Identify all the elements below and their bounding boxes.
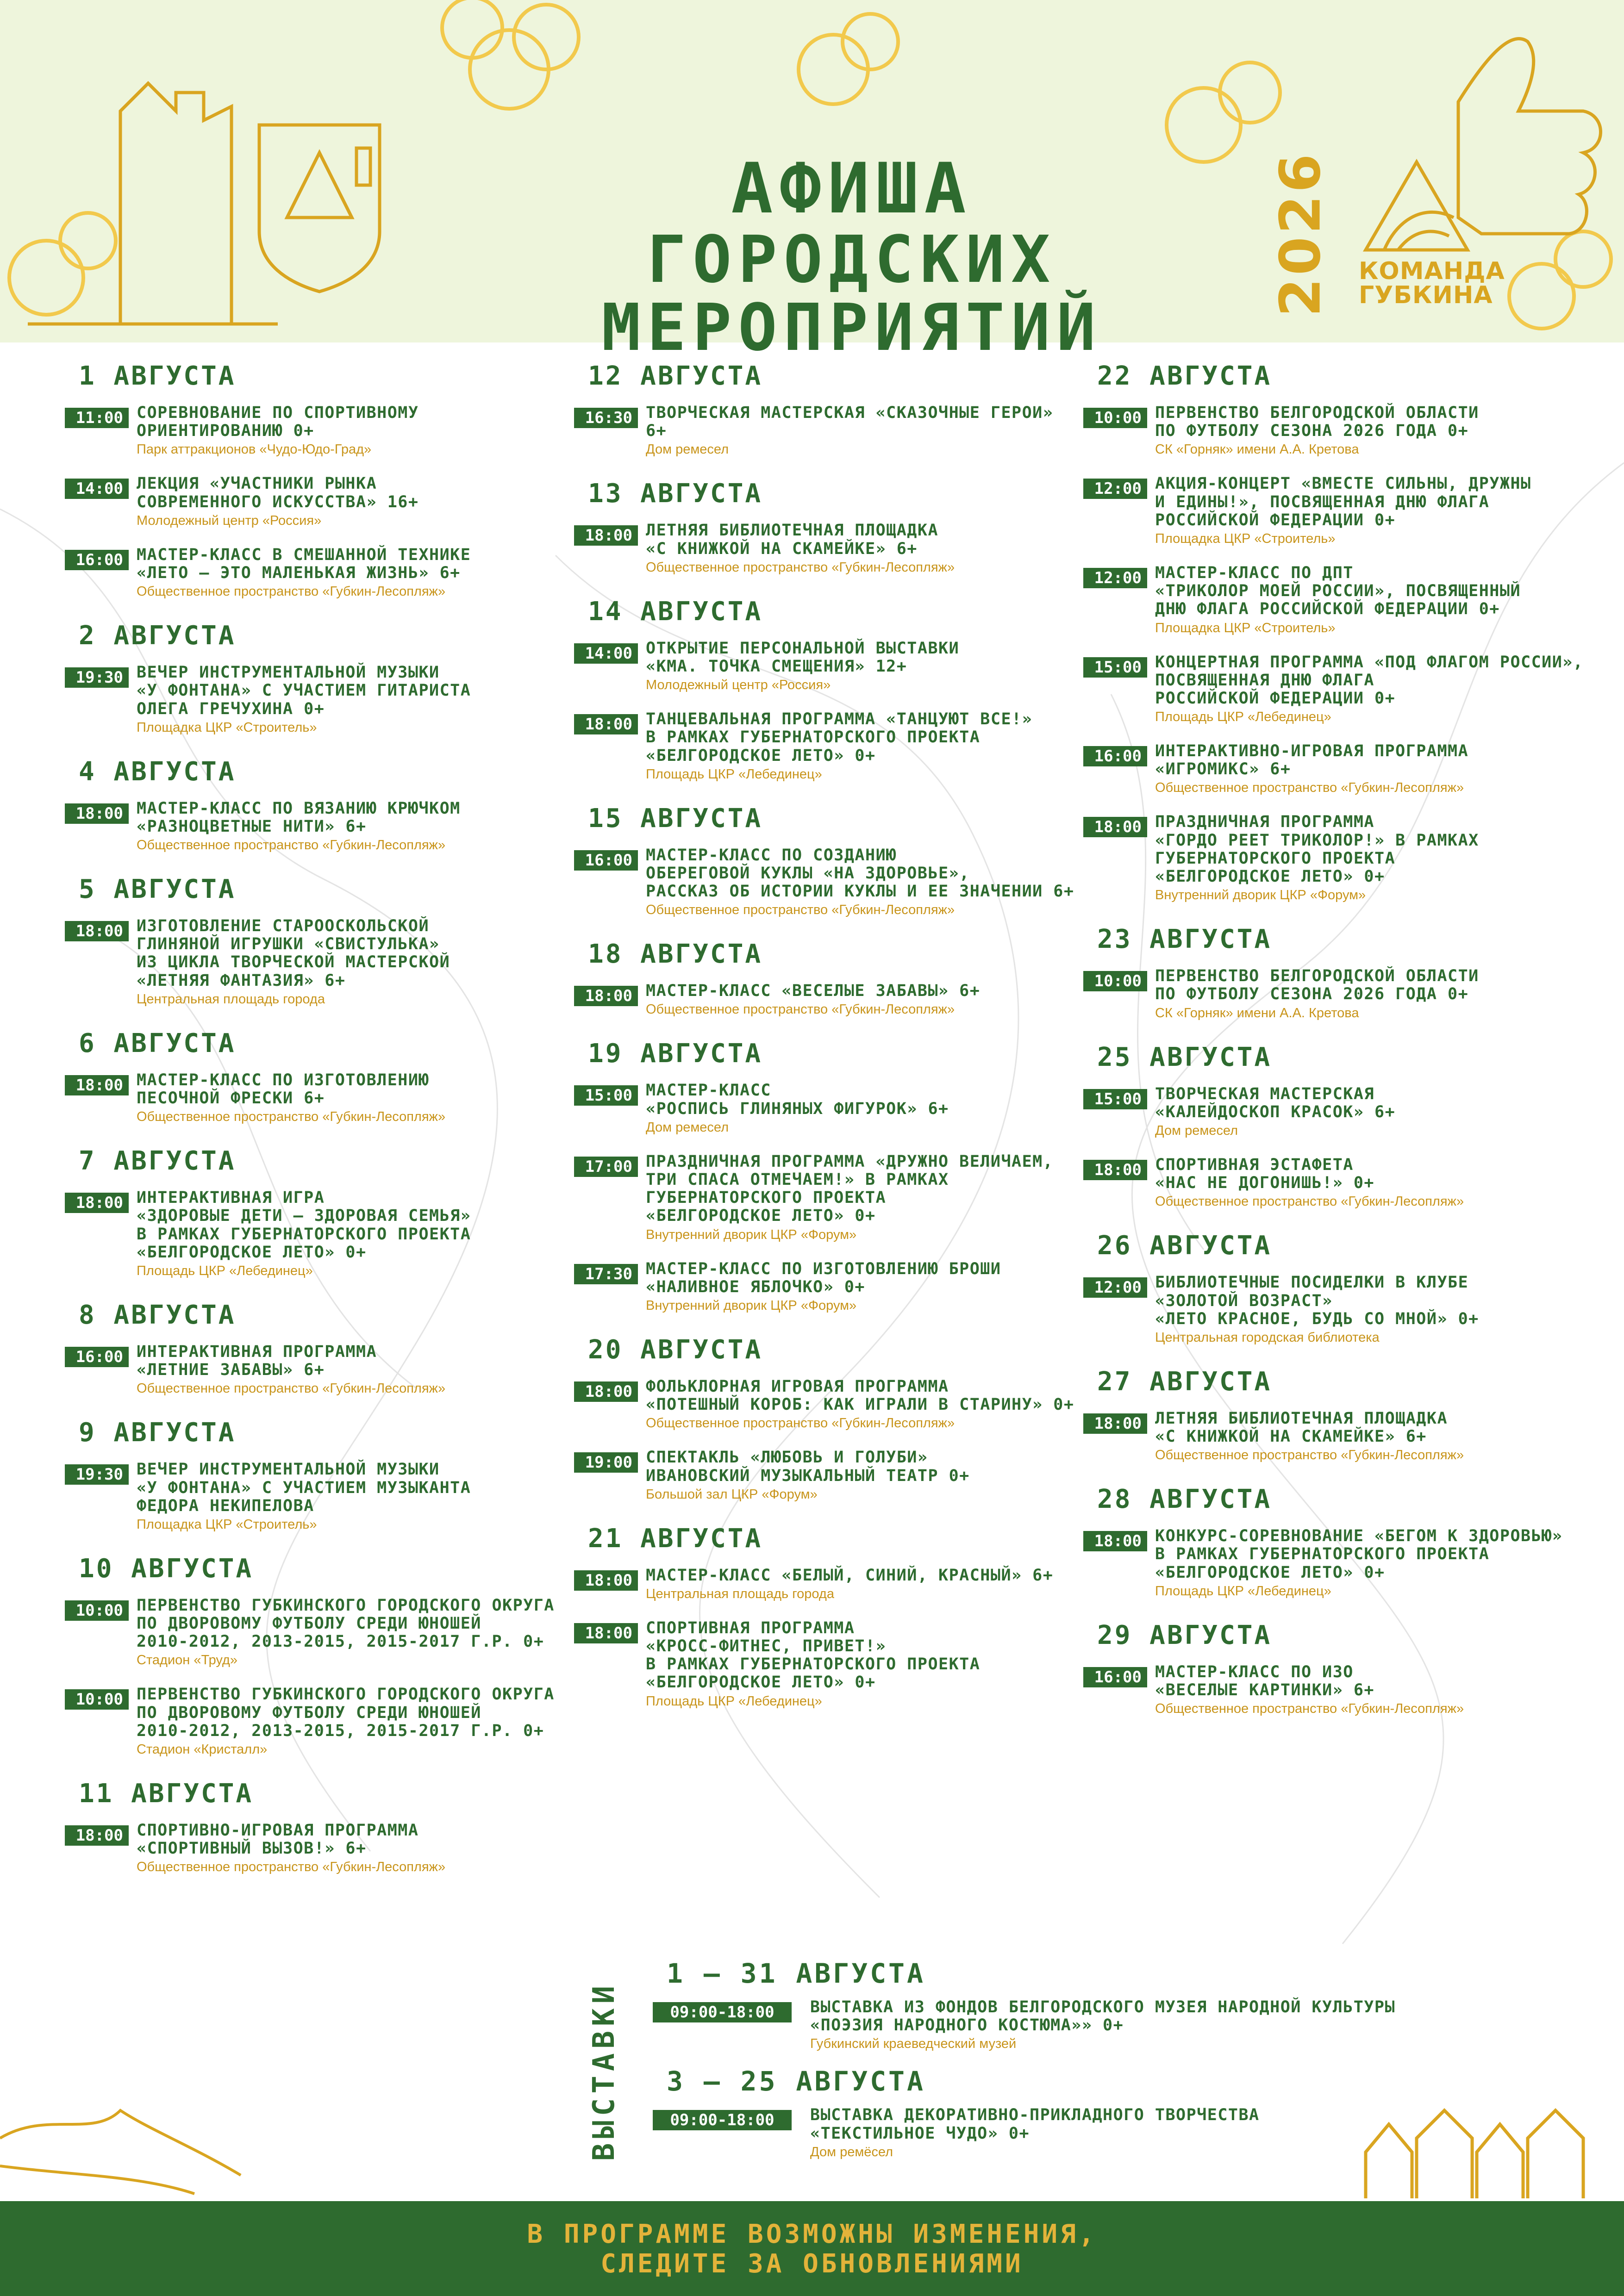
- event-time-badge: 18:00: [1083, 817, 1147, 837]
- event-place: Площадка ЦКР «Строитель»: [1155, 531, 1336, 546]
- event-time-badge: 10:00: [65, 1600, 129, 1621]
- event-item: [1083, 475, 1593, 547]
- day-date: 25 АВГУСТА: [1097, 1042, 1272, 1072]
- event-item: [65, 800, 574, 853]
- event-time-badge: 12:00: [1083, 1277, 1147, 1298]
- day-date: 27 АВГУСТА: [1097, 1366, 1272, 1397]
- event-item: [65, 1343, 574, 1396]
- event-time-badge: 11:00: [65, 408, 129, 428]
- exhibition-title: ВЫСТАВКА ДЕКОРАТИВНО-ПРИКЛАДНОГО ТВОРЧЕСТВА «ТЕКСТИЛЬНОЕ ЧУДО» 0+: [810, 2106, 1260, 2143]
- event-time-badge: 18:00: [574, 1381, 638, 1402]
- event-place: Общественное пространство «Губкин-Лесопляж»: [1155, 1448, 1464, 1463]
- event-time-badge: 15:00: [1083, 657, 1147, 678]
- day-date: 22 АВГУСТА: [1097, 361, 1272, 391]
- event-title: ОТКРЫТИЕ ПЕРСОНАЛЬНОЙ ВЫСТАВКИ «КМА. ТОЧКА СМЕЩЕНИЯ» 12+: [646, 639, 960, 676]
- event-time-badge: 18:00: [574, 525, 638, 546]
- day-date: 15 АВГУСТА: [588, 803, 763, 834]
- day-block: [574, 803, 1083, 918]
- event-title: МАСТЕР-КЛАСС ПО ВЯЗАНИЮ КРЮЧКОМ «РАЗНОЦВЕТНЫЕ НИТИ» 6+: [137, 799, 461, 836]
- event-place: Площадь ЦКР «Лебединец»: [1155, 709, 1331, 725]
- event-item: [574, 1567, 1083, 1602]
- event-item: [574, 1378, 1083, 1431]
- event-title: СПОРТИВНАЯ ПРОГРАММА «КРОСС-ФИТНЕС, ПРИВЕТ!» В РАМКАХ ГУБЕРНАТОРСКОГО ПРОЕКТА «БЕЛГОРОДСКОЕ ЛЕТО» 0+: [646, 1618, 981, 1692]
- exhibition-item: [653, 2106, 1579, 2159]
- event-title: СПОРТИВНО-ИГРОВАЯ ПРОГРАММА «СПОРТИВНЫЙ ВЫЗОВ!» 6+: [137, 1821, 419, 1858]
- event-place: Внутренний дворик ЦКР «Форум»: [646, 1298, 857, 1313]
- day-block: [65, 1554, 574, 1757]
- event-time-badge: 15:00: [574, 1085, 638, 1106]
- event-item: [1083, 404, 1593, 457]
- event-title: ТАНЦЕВАЛЬНАЯ ПРОГРАММА «ТАНЦУЮТ ВСЕ!» В РАМКАХ ГУБЕРНАТОРСКОГО ПРОЕКТА «БЕЛГОРОДСКОЕ ЛЕТО» 0+: [646, 710, 1033, 765]
- day-block: [574, 597, 1083, 782]
- day-block: [1083, 1042, 1593, 1210]
- event-title: МАСТЕР-КЛАСС «РОСПИСЬ ГЛИНЯНЫХ ФИГУРОК» 6+: [646, 1081, 949, 1118]
- event-place: Большой зал ЦКР «Форум»: [646, 1487, 818, 1502]
- event-time-badge: 16:00: [65, 1347, 129, 1367]
- event-time-badge: 16:00: [1083, 1667, 1147, 1687]
- event-item: [1083, 967, 1593, 1020]
- footer-line-2: СЛЕДИТЕ ЗА ОБНОВЛЕНИЯМИ: [600, 2249, 1024, 2279]
- event-place: Общественное пространство «Губкин-Лесопляж»: [646, 1416, 955, 1431]
- event-title: СОРЕВНОВАНИЕ ПО СПОРТИВНОМУ ОРИЕНТИРОВАНИЮ 0+: [137, 404, 419, 441]
- day-date: 14 АВГУСТА: [588, 596, 763, 627]
- exhibition-place: Дом ремёсел: [810, 2144, 893, 2159]
- event-time-badge: 16:00: [65, 550, 129, 570]
- event-title: ПЕРВЕНСТВО БЕЛГОРОДСКОЙ ОБЛАСТИ ПО ФУТБОЛУ СЕЗОНА 2026 ГОДА 0+: [1155, 404, 1479, 441]
- day-date: 7 АВГУСТА: [79, 1146, 236, 1176]
- day-block: [65, 1146, 574, 1279]
- title-line-2: ГОРОДСКИХ МЕРОПРИЯТИЙ: [601, 222, 1102, 366]
- event-title: ПЕРВЕНСТВО ГУБКИНСКОГО ГОРОДСКОГО ОКРУГА ПО ДВОРОВОМУ ФУТБОЛУ СРЕДИ ЮНОШЕЙ 2010-2012, 2013-2015, 2015-2017 Г.Р. 0+: [137, 1596, 555, 1651]
- day-block: [574, 939, 1083, 1017]
- event-title: ЛЕКЦИЯ «УЧАСТНИКИ РЫНКА СОВРЕМЕННОГО ИСКУССТВА» 16+: [137, 474, 419, 511]
- day-date: 23 АВГУСТА: [1097, 924, 1272, 955]
- event-time-badge: 12:00: [1083, 568, 1147, 588]
- event-title: ТВОРЧЕСКАЯ МАСТЕРСКАЯ «КАЛЕЙДОСКОП КРАСОК» 6+: [1155, 1084, 1396, 1121]
- event-place: Общественное пространство «Губкин-Лесопляж»: [1155, 780, 1464, 796]
- team-line-2: ГУБКИНА: [1359, 281, 1493, 309]
- event-title: ТВОРЧЕСКАЯ МАСТЕРСКАЯ «СКАЗОЧНЫЕ ГЕРОИ» 6+: [646, 404, 1054, 441]
- event-item: [1083, 653, 1593, 725]
- day-date: 21 АВГУСТА: [588, 1523, 763, 1554]
- day-block: [65, 757, 574, 853]
- event-time-badge: 18:00: [65, 803, 129, 824]
- day-date: 20 АВГУСТА: [588, 1334, 763, 1365]
- schedule-column-3: [1083, 361, 1593, 1738]
- event-title: ПРАЗДНИЧНАЯ ПРОГРАММА «ГОРДО РЕЕТ ТРИКОЛОР!» В РАМКАХ ГУБЕРНАТОРСКОГО ПРОЕКТА «БЕЛГОРОДСКОЕ ЛЕТО» 0+: [1155, 813, 1479, 886]
- footer-line-1: В ПРОГРАММЕ ВОЗМОЖНЫ ИЗМЕНЕНИЯ,: [527, 2219, 1097, 2249]
- event-place: Центральная городская библиотека: [1155, 1330, 1380, 1345]
- schedule-column-1: [65, 361, 574, 1896]
- event-place: Дом ремесел: [646, 442, 729, 457]
- event-time-badge: 17:00: [574, 1157, 638, 1177]
- event-item: [1083, 813, 1593, 903]
- event-item: [65, 1597, 574, 1668]
- event-place: Общественное пространство «Губкин-Лесопляж»: [137, 1381, 446, 1396]
- event-time-badge: 19:30: [65, 1464, 129, 1485]
- event-item: [65, 1071, 574, 1125]
- event-place: Общественное пространство «Губкин-Лесопляж»: [646, 902, 955, 918]
- event-title: БИБЛИОТЕЧНЫЕ ПОСИДЕЛКИ В КЛУБЕ «ЗОЛОТОЙ ВОЗРАСТ» «ЛЕТО КРАСНОЕ, БУДЬ СО МНОЙ» 0+: [1155, 1273, 1479, 1328]
- event-item: [65, 664, 574, 735]
- event-place: Площадь ЦКР «Лебединец»: [137, 1263, 313, 1278]
- day-date: 2 АВГУСТА: [79, 621, 236, 651]
- day-date: 1 АВГУСТА: [79, 361, 236, 391]
- day-date: 28 АВГУСТА: [1097, 1484, 1272, 1515]
- event-item: [574, 982, 1083, 1017]
- event-time-badge: 18:00: [1083, 1413, 1147, 1434]
- event-item: [574, 1153, 1083, 1243]
- exhibitions-label-box: [579, 1958, 630, 2184]
- event-item: [574, 1082, 1083, 1135]
- event-time-badge: 14:00: [574, 643, 638, 664]
- event-item: [65, 1822, 574, 1875]
- event-place: Стадион «Кристалл»: [137, 1742, 268, 1757]
- event-time-badge: 18:00: [574, 986, 638, 1006]
- event-title: МАСТЕР-КЛАСС ПО ИЗО «ВЕСЕЛЫЕ КАРТИНКИ» 6+: [1155, 1662, 1375, 1699]
- event-item: [65, 1686, 574, 1757]
- event-title: ВЕЧЕР ИНСТРУМЕНТАЛЬНОЙ МУЗЫКИ «У ФОНТАНА» С УЧАСТИЕМ ГИТАРИСТА ОЛЕГА ГРЕЧУХИНА 0+: [137, 663, 471, 718]
- day-block: [574, 361, 1083, 457]
- event-item: [65, 475, 574, 528]
- event-item: [1083, 742, 1593, 796]
- event-title: МАСТЕР-КЛАСС ПО ИЗГОТОВЛЕНИЮ ПЕСОЧНОЙ ФРЕСКИ 6+: [137, 1070, 430, 1108]
- event-place: Общественное пространство «Губкин-Лесопляж»: [137, 1109, 446, 1125]
- event-item: [1083, 1410, 1593, 1463]
- event-place: Площадка ЦКР «Строитель»: [137, 1517, 317, 1532]
- event-title: ПЕРВЕНСТВО ГУБКИНСКОГО ГОРОДСКОГО ОКРУГА ПО ДВОРОВОМУ ФУТБОЛУ СРЕДИ ЮНОШЕЙ 2010-2012, 2013-2015, 2015-2017 Г.Р. 0+: [137, 1685, 555, 1740]
- day-block: [65, 874, 574, 1007]
- day-date: 19 АВГУСТА: [588, 1039, 763, 1069]
- event-title: ПРАЗДНИЧНАЯ ПРОГРАММА «ДРУЖНО ВЕЛИЧАЕМ, ТРИ СПАСА ОТМЕЧАЕМ!» В РАМКАХ ГУБЕРНАТОРСКОГО ПРОЕКТА «БЕЛГОРОДСКОЕ ЛЕТО» 0+: [646, 1152, 1054, 1226]
- event-title: МАСТЕР-КЛАСС ПО ИЗГОТОВЛЕНИЮ БРОШИ «НАЛИВНОЕ ЯБЛОЧКО» 0+: [646, 1259, 1001, 1296]
- day-block: [1083, 924, 1593, 1020]
- year-badge: [1268, 151, 1333, 317]
- day-block: [65, 361, 574, 599]
- exhibition-dates: 1 – 31 АВГУСТА: [667, 1958, 925, 1989]
- event-item: [574, 1619, 1083, 1709]
- event-time-badge: 18:00: [1083, 1531, 1147, 1551]
- event-item: [1083, 1156, 1593, 1209]
- team-line-1: КОМАНДА: [1359, 257, 1505, 285]
- day-date: 10 АВГУСТА: [79, 1553, 254, 1584]
- day-date: 26 АВГУСТА: [1097, 1231, 1272, 1261]
- event-title: ЛЕТНЯЯ БИБЛИОТЕЧНАЯ ПЛОЩАДКА «С КНИЖКОЙ НА СКАМЕЙКЕ» 6+: [1155, 1409, 1448, 1446]
- day-block: [65, 1028, 574, 1125]
- event-place: Внутренний дворик ЦКР «Форум»: [646, 1227, 857, 1242]
- exhibition-time-badge: 09:00-18:00: [653, 2110, 792, 2130]
- event-place: Общественное пространство «Губкин-Лесопляж»: [137, 584, 446, 599]
- day-block: [574, 479, 1083, 575]
- event-time-badge: 16:00: [574, 850, 638, 871]
- event-place: Общественное пространство «Губкин-Лесопляж»: [1155, 1194, 1464, 1209]
- exhibition-dates: 3 – 25 АВГУСТА: [667, 2066, 925, 2097]
- event-item: [574, 404, 1083, 457]
- event-time-badge: 17:30: [574, 1264, 638, 1284]
- event-title: МАСТЕР-КЛАСС «БЕЛЫЙ, СИНИЙ, КРАСНЫЙ» 6+: [646, 1566, 1054, 1585]
- exhibitions-list: [653, 1958, 1579, 2174]
- day-block: [1083, 1484, 1593, 1599]
- event-time-badge: 16:00: [1083, 746, 1147, 766]
- event-time-badge: 15:00: [1083, 1089, 1147, 1109]
- event-item: [65, 917, 574, 1007]
- event-item: [65, 404, 574, 457]
- day-date: 12 АВГУСТА: [588, 361, 763, 391]
- event-time-badge: 18:00: [65, 1825, 129, 1846]
- event-place: Общественное пространство «Губкин-Лесопляж»: [646, 560, 955, 575]
- day-block: [1083, 1231, 1593, 1345]
- event-item: [1083, 564, 1593, 636]
- event-item: [65, 1189, 574, 1279]
- page-title: [394, 149, 1310, 366]
- day-block: [574, 1335, 1083, 1502]
- event-title: СПЕКТАКЛЬ «ЛЮБОВЬ И ГОЛУБИ» ИВАНОВСКИЙ МУЗЫКАЛЬНЫЙ ТЕАТР 0+: [646, 1448, 970, 1485]
- event-time-badge: 19:00: [574, 1452, 638, 1473]
- day-block: [65, 1418, 574, 1532]
- event-title: СПОРТИВНАЯ ЭСТАФЕТА «НАС НЕ ДОГОНИШЬ!» 0+: [1155, 1155, 1375, 1193]
- team-logo-text: [1359, 257, 1505, 309]
- day-block: [1083, 1620, 1593, 1717]
- event-place: Центральная площадь города: [137, 991, 325, 1007]
- title-line-1: АФИША: [731, 149, 973, 229]
- event-place: СК «Горняк» имени А.А. Кретова: [1155, 1005, 1359, 1020]
- event-place: Стадион «Труд»: [137, 1653, 237, 1668]
- event-item: [574, 710, 1083, 782]
- event-time-badge: 14:00: [65, 479, 129, 499]
- event-item: [65, 546, 574, 599]
- day-block: [1083, 1367, 1593, 1463]
- day-block: [574, 1524, 1083, 1709]
- exhibition-place: Губкинский краеведческий музей: [810, 2036, 1017, 2052]
- event-time-badge: 18:00: [574, 1570, 638, 1591]
- event-time-badge: 12:00: [1083, 479, 1147, 499]
- event-place: Общественное пространство «Губкин-Лесопляж»: [137, 838, 446, 853]
- exhibition-title: ВЫСТАВКА ИЗ ФОНДОВ БЕЛГОРОДСКОГО МУЗЕЯ НАРОДНОЙ КУЛЬТУРЫ «ПОЭЗИЯ НАРОДНОГО КОСТЮМА»» 0+: [810, 1998, 1396, 2035]
- event-place: Площадка ЦКР «Строитель»: [137, 720, 317, 735]
- day-date: 5 АВГУСТА: [79, 874, 236, 905]
- event-title: ЛЕТНЯЯ БИБЛИОТЕЧНАЯ ПЛОЩАДКА «С КНИЖКОЙ НА СКАМЕЙКЕ» 6+: [646, 521, 939, 558]
- exhibition-time-badge: 09:00-18:00: [653, 2002, 792, 2022]
- event-time-badge: 18:00: [65, 1075, 129, 1095]
- event-place: Молодежный центр «Россия»: [646, 678, 831, 693]
- event-title: ИНТЕРАКТИВНАЯ ИГРА «ЗДОРОВЫЕ ДЕТИ – ЗДОРОВАЯ СЕМЬЯ» В РАМКАХ ГУБЕРНАТОРСКОГО ПРОЕКТА «БЕЛГОРОДСКОЕ ЛЕТО» 0+: [137, 1188, 471, 1262]
- event-time-badge: 19:30: [65, 667, 129, 688]
- event-time-badge: 18:00: [574, 714, 638, 734]
- event-item: [1083, 1274, 1593, 1345]
- event-place: Внутренний дворик ЦКР «Форум»: [1155, 888, 1366, 903]
- event-place: Общественное пространство «Губкин-Лесопляж»: [646, 1002, 955, 1017]
- day-date: 8 АВГУСТА: [79, 1300, 236, 1330]
- event-title: КОНКУРС-СОРЕВНОВАНИЕ «БЕГОМ К ЗДОРОВЬЮ» В РАМКАХ ГУБЕРНАТОРСКОГО ПРОЕКТА «БЕЛГОРОДСКОЕ ЛЕТО» 0+: [1155, 1527, 1563, 1582]
- event-time-badge: 18:00: [65, 921, 129, 941]
- event-item: [574, 640, 1083, 693]
- event-place: Центральная площадь города: [646, 1586, 834, 1601]
- event-time-badge: 18:00: [1083, 1160, 1147, 1180]
- event-place: Общественное пространство «Губкин-Лесопляж»: [137, 1860, 446, 1875]
- day-date: 9 АВГУСТА: [79, 1418, 236, 1448]
- day-block: [574, 1039, 1083, 1313]
- event-time-badge: 10:00: [1083, 971, 1147, 991]
- event-title: КОНЦЕРТНАЯ ПРОГРАММА «ПОД ФЛАГОМ РОССИИ», ПОСВЯЩЕННАЯ ДНЮ ФЛАГА РОССИЙСКОЙ ФЕДЕРАЦИИ 0+: [1155, 653, 1584, 708]
- event-title: МАСТЕР-КЛАСС «ВЕСЕЛЫЕ ЗАБАВЫ» 6+: [646, 982, 981, 1001]
- event-title: МАСТЕР-КЛАСС В СМЕШАННОЙ ТЕХНИКЕ «ЛЕТО – ЭТО МАЛЕНЬКАЯ ЖИЗНЬ» 6+: [137, 545, 471, 582]
- event-item: [1083, 1527, 1593, 1599]
- day-block: [65, 621, 574, 735]
- event-place: СК «Горняк» имени А.А. Кретова: [1155, 442, 1359, 457]
- event-time-badge: 18:00: [65, 1193, 129, 1213]
- event-title: ПЕРВЕНСТВО БЕЛГОРОДСКОЙ ОБЛАСТИ ПО ФУТБОЛУ СЕЗОНА 2026 ГОДА 0+: [1155, 967, 1479, 1004]
- event-item: [1083, 1085, 1593, 1139]
- event-place: Дом ремесел: [646, 1120, 729, 1135]
- event-item: [1083, 1663, 1593, 1717]
- event-time-badge: 16:30: [574, 408, 638, 428]
- day-date: 11 АВГУСТА: [79, 1779, 254, 1809]
- event-place: Молодежный центр «Россия»: [137, 513, 322, 528]
- footer-banner: [0, 2201, 1624, 2296]
- day-date: 13 АВГУСТА: [588, 479, 763, 509]
- day-block: [65, 1779, 574, 1875]
- event-item: [65, 1461, 574, 1532]
- year-text: 2026: [1268, 151, 1333, 317]
- exhibitions-label: ВЫСТАВКИ: [587, 1981, 621, 2161]
- event-title: ВЕЧЕР ИНСТРУМЕНТАЛЬНОЙ МУЗЫКИ «У ФОНТАНА» С УЧАСТИЕМ МУЗЫКАНТА ФЕДОРА НЕКИПЕЛОВА: [137, 1460, 471, 1515]
- exhibitions-section: [579, 1958, 1574, 2184]
- event-title: ИНТЕРАКТИВНАЯ ПРОГРАММА «ЛЕТНИЕ ЗАБАВЫ» 6+: [137, 1342, 377, 1380]
- day-date: 18 АВГУСТА: [588, 939, 763, 970]
- event-time-badge: 10:00: [65, 1689, 129, 1710]
- event-title: МАСТЕР-КЛАСС ПО ДПТ «ТРИКОЛОР МОЕЙ РОССИИ», ПОСВЯЩЕННЫЙ ДНЮ ФЛАГА РОССИЙСКОЙ ФЕДЕРАЦИИ 0+: [1155, 563, 1521, 619]
- event-item: [574, 522, 1083, 575]
- day-date: 29 АВГУСТА: [1097, 1620, 1272, 1650]
- event-title: ИНТЕРАКТИВНО-ИГРОВАЯ ПРОГРАММА «ИГРОМИКС» 6+: [1155, 742, 1469, 779]
- event-title: МАСТЕР-КЛАСС ПО СОЗДАНИЮ ОБЕРЕГОВОЙ КУКЛЫ «НА ЗДОРОВЬЕ», РАССКАЗ ОБ ИСТОРИИ КУКЛЫ И ЕЕ ЗНАЧЕНИИ 6+: [646, 846, 1074, 901]
- day-block: [65, 1300, 574, 1396]
- event-place: Парк аттракционов «Чудо-Юдо-Град»: [137, 442, 372, 457]
- event-title: ИЗГОТОВЛЕНИЕ СТАРООСКОЛЬСКОЙ ГЛИНЯНОЙ ИГРУШКИ «СВИСТУЛЬКА» ИЗ ЦИКЛА ТВОРЧЕСКОЙ МАСТЕРСКОЙ «ЛЕТНЯЯ ФАНТАЗИЯ» 6+: [137, 917, 450, 990]
- event-place: Площадь ЦКР «Лебединец»: [646, 1693, 822, 1709]
- day-date: 4 АВГУСТА: [79, 756, 236, 787]
- day-date: 6 АВГУСТА: [79, 1028, 236, 1058]
- exhibition-item: [653, 1998, 1579, 2052]
- event-place: Площадь ЦКР «Лебединец»: [646, 766, 822, 782]
- event-item: [574, 846, 1083, 918]
- event-title: ФОЛЬКЛОРНАЯ ИГРОВАЯ ПРОГРАММА «ПОТЕШНЫЙ КОРОБ: КАК ИГРАЛИ В СТАРИНУ» 0+: [646, 1377, 1074, 1414]
- event-time-badge: 18:00: [574, 1623, 638, 1643]
- event-place: Общественное пространство «Губкин-Лесопляж»: [1155, 1701, 1464, 1717]
- event-item: [574, 1260, 1083, 1313]
- event-place: Дом ремесел: [1155, 1123, 1238, 1138]
- day-block: [1083, 361, 1593, 903]
- event-title: АКЦИЯ-КОНЦЕРТ «ВМЕСТЕ СИЛЬНЫ, ДРУЖНЫ И ЕДИНЫ!», ПОСВЯЩЕННАЯ ДНЮ ФЛАГА РОССИЙСКОЙ ФЕДЕРАЦИИ 0+: [1155, 474, 1531, 529]
- schedule-column-2: [574, 361, 1083, 1730]
- event-place: Площадь ЦКР «Лебединец»: [1155, 1583, 1331, 1599]
- event-time-badge: 10:00: [1083, 408, 1147, 428]
- event-place: Площадка ЦКР «Строитель»: [1155, 620, 1336, 635]
- event-item: [574, 1449, 1083, 1502]
